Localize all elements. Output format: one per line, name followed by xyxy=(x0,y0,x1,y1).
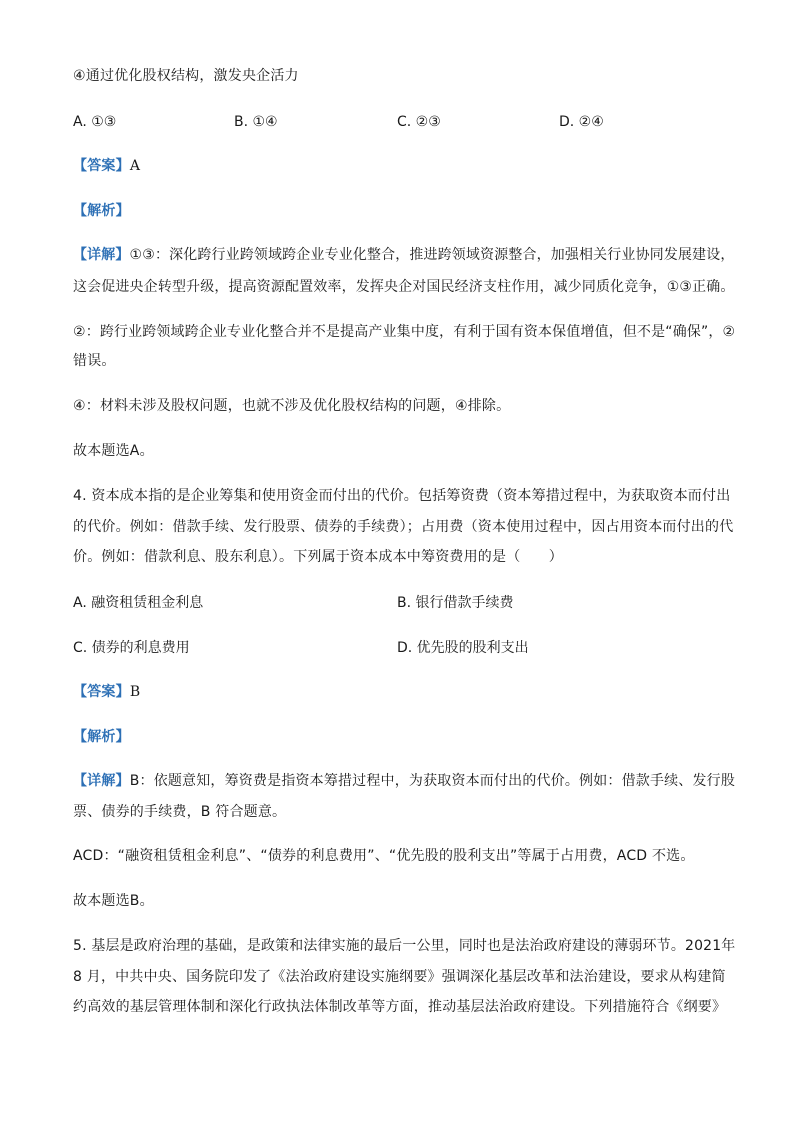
analysis-tag: 【解析】 xyxy=(73,729,130,745)
q4-option-b: B. 银行借款手续费 xyxy=(397,595,514,611)
q4-detail-line: 票、债券的手续费，B 符合题意。 xyxy=(73,804,287,820)
q4-stem-line: 价。例如：借款利息、股东利息）。下列属于资本成本中筹资费用的是（ ） xyxy=(73,549,563,565)
detail-text: ①③：深化跨行业跨领域跨企业专业化整合，推进跨领域资源整合，加强相关行业协同发展建设， xyxy=(129,247,735,263)
q4-detail-line: ACD：“融资租赁租金利息”、“债券的利息费用”、“优先股的股利支出”等属于占用费，ACD 不选。 xyxy=(73,848,695,864)
q5-stem-line: 5. 基层是政府治理的基础，是政策和法律实施的最后一公里，同时也是法治政府建设的薄弱环节。2021年 xyxy=(73,938,736,954)
answer-tag: 【答案】 xyxy=(73,158,130,174)
q4-stem-line: 的代价。例如：借款手续、发行股票、债券的手续费）；占用费（资本使用过程中，因占用资本而付出的代 xyxy=(73,519,734,535)
q3-detail-line: 这会促进央企转型升级，提高资源配置效率，发挥央企对国民经济支柱作用，减少同质化竞争，①③正确。 xyxy=(73,279,735,295)
q3-conclusion: 故本题选A。 xyxy=(73,443,154,459)
q3-detail-line: 错误。 xyxy=(73,353,116,369)
q3-option-c: C. ②③ xyxy=(397,114,441,130)
answer-tag: 【答案】 xyxy=(73,684,130,700)
q3-option-d: D. ②④ xyxy=(559,114,604,130)
q3-option-a: A. ①③ xyxy=(73,114,117,130)
q3-analysis-heading xyxy=(73,201,130,221)
q4-analysis-heading xyxy=(73,727,130,747)
q4-answer xyxy=(73,682,140,702)
q4-option-d: D. 优先股的股利支出 xyxy=(397,640,529,656)
q3-detail-line: ④：材料未涉及股权问题，也就不涉及优化股权结构的问题，④排除。 xyxy=(73,398,511,414)
q3-detail-line: ②：跨行业跨领域跨企业专业化整合并不是提高产业集中度，有利于国有资本保值增值，但不是“确保”，② xyxy=(73,324,736,340)
q5-stem-line: 8 月，中共中央、国务院印发了《法治政府建设实施纲要》强调深化基层改革和法治建设，要求从构建简 xyxy=(73,969,726,985)
detail-tag: 【详解】 xyxy=(73,247,130,263)
q3-detail-line xyxy=(73,245,735,265)
q4-option-c: C. 债券的利息费用 xyxy=(73,640,190,656)
q5-stem-line: 约高效的基层管理体制和深化行政执法体制改革等方面，推动基层法治政府建设。下列措施符合《纲要》 xyxy=(73,999,727,1015)
q4-detail-line xyxy=(73,771,735,791)
answer-value: B xyxy=(129,684,141,700)
q4-option-a: A. 融资租赁租金利息 xyxy=(73,595,204,611)
analysis-tag: 【解析】 xyxy=(73,203,130,219)
detail-text: B：依题意知，筹资费是指资本筹措过程中，为获取资本而付出的代价。例如：借款手续、发行股 xyxy=(129,773,736,789)
q3-option-b: B. ①④ xyxy=(234,114,278,130)
q4-conclusion: 故本题选B。 xyxy=(73,893,154,909)
detail-tag: 【详解】 xyxy=(73,773,130,789)
q4-stem-line: 4. 资本成本指的是企业筹集和使用资金而付出的代价。包括筹资费（资本筹措过程中，为获取资本而付出 xyxy=(73,488,731,504)
q3-answer xyxy=(73,156,140,176)
answer-value: A xyxy=(129,158,141,174)
q3-item-4: ④通过优化股权结构，激发央企活力 xyxy=(73,68,299,84)
